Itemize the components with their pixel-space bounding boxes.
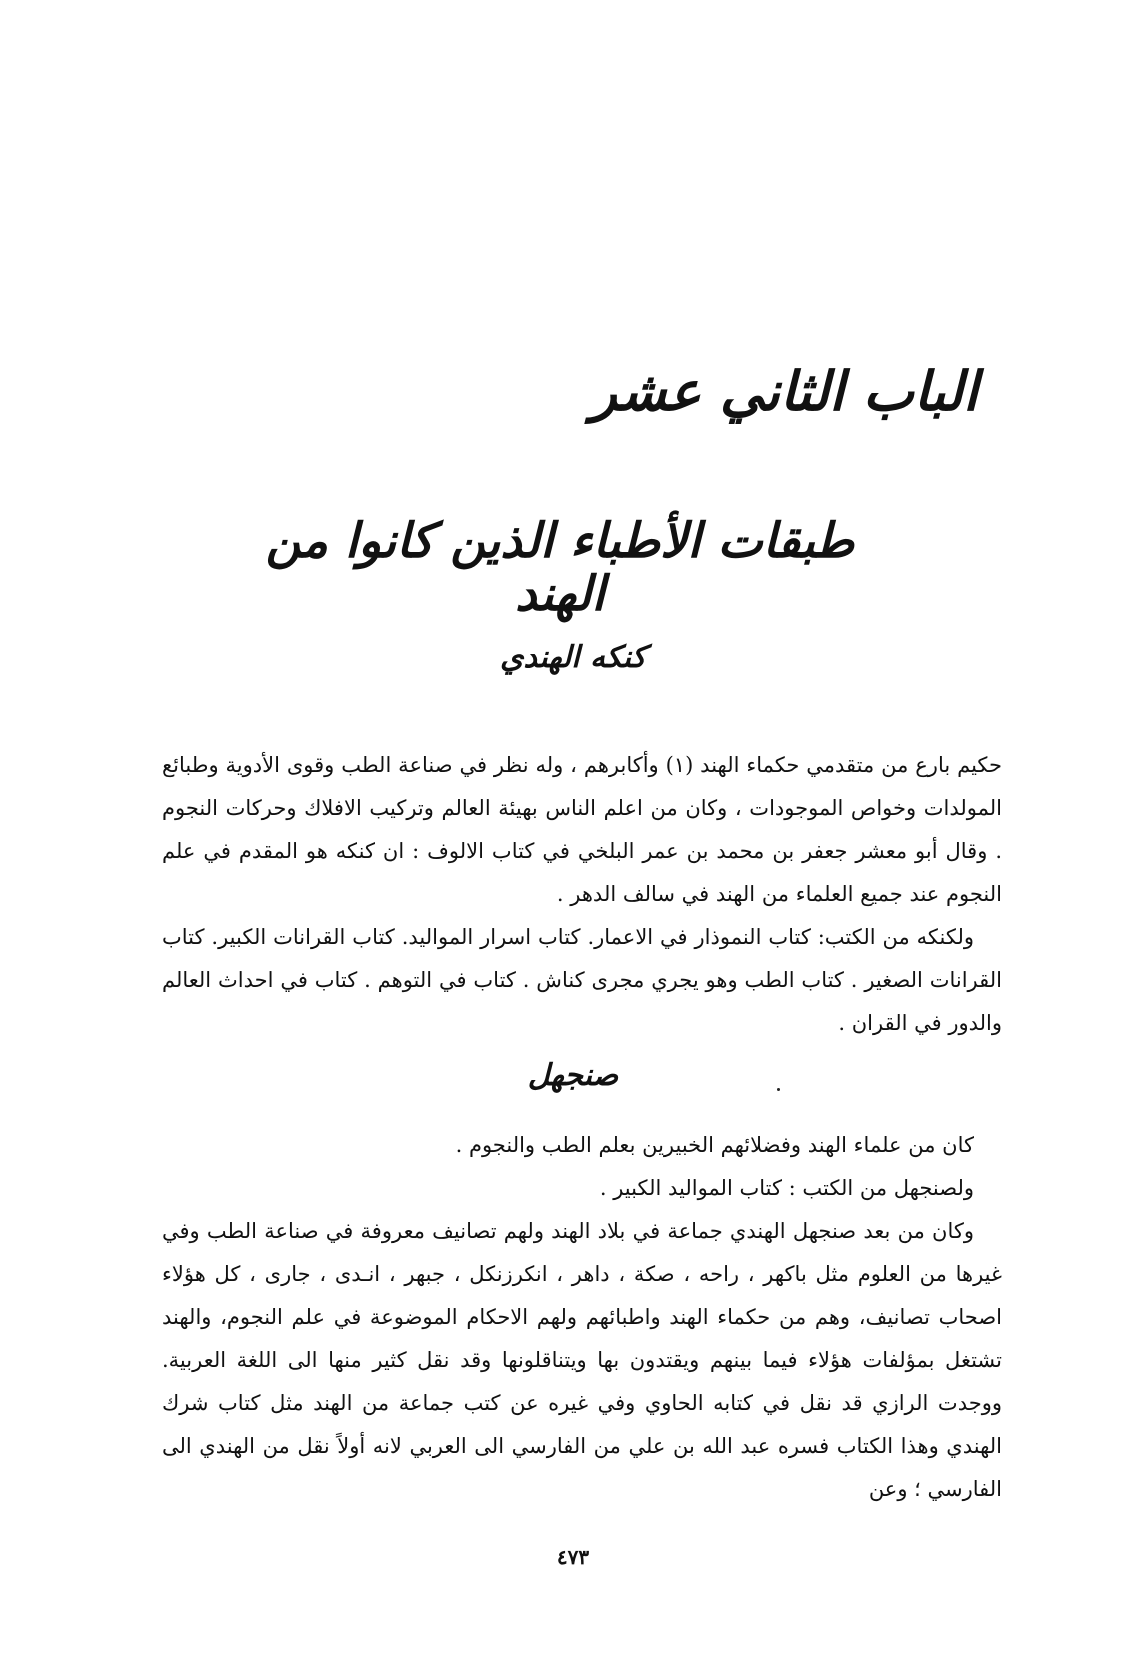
entry-heading-sanjahal: صنجهل: [527, 1058, 619, 1093]
paragraph: ولكنكه من الكتب: كتاب النموذار في الاعمار. كتاب اسرار المواليد. كتاب القرانات الكبير. كتاب القرانات الصغير . كتاب الطب وهو يجري مجرى كناش . كتاب في التوهم . كتاب في احداث العالم والدور في القران .: [162, 925, 1002, 1035]
paragraph: حكيم بارع من متقدمي حكماء الهند (١) وأكابرهم ، وله نظر في صناعة الطب وقوى الأدوية وطبائع المولدات وخواص الموجودات ، وكان من اعلم الناس بهيئة العالم وتركيب الافلاك وحركات النجوم . وقال أبو معشر جعفر بن محمد بن عمر البلخي في كتاب الالوف : ان كنكه هو المقدم في علم النجوم عند جميع العلماء من الهند في سالف الدهر .: [162, 753, 1002, 906]
stray-dot: [777, 1088, 780, 1091]
paragraph: كان من علماء الهند وفضلائهم الخبيرين بعلم الطب والنجوم .: [455, 1133, 974, 1157]
paragraph: وكان من بعد صنجهل الهندي جماعة في بلاد الهند ولهم تصانيف معروفة في صناعة الطب وفي غيرها من العلوم مثل باكهر ، راحه ، صكة ، داهر ، انكرزنكل ، جبهر ، انـدى ، جارى ، كل هؤلاء اصحاب تصانيف، وهم من حكماء الهند واطبائهم ولهم الاحكام الموضوعة في علم النجوم، والهند تشتغل بمؤلفات هؤلاء فيما بينهم ويقتدون بها ويتناقلونها وقد نقل كثير منها الى اللغة العربية. ووجدت الرازي قد نقل في كتابه الحاوي وفي غيره عن كتب جماعة من الهند مثل كتاب شرك الهندي وهذا الكتاب فسره عبد الله بن علي من الفارسي الى العربي لانه أولاً نقل من الهندي الى الفارسي ؛ وعن: [162, 1219, 1002, 1501]
chapter-title: الباب الثاني عشر: [590, 359, 978, 423]
page-number: ٤٧٣: [556, 1545, 590, 1569]
section-title: طبقات الأطباء الذين كانوا من الهند: [265, 513, 855, 622]
paragraph: ولصنجهل من الكتب : كتاب المواليد الكبير .: [599, 1176, 974, 1200]
entry-heading-kanka: كنكه الهندي: [499, 640, 646, 675]
entry-body-sanjahal: [162, 1124, 1002, 1511]
entry-body-kanka: [162, 744, 1002, 1045]
